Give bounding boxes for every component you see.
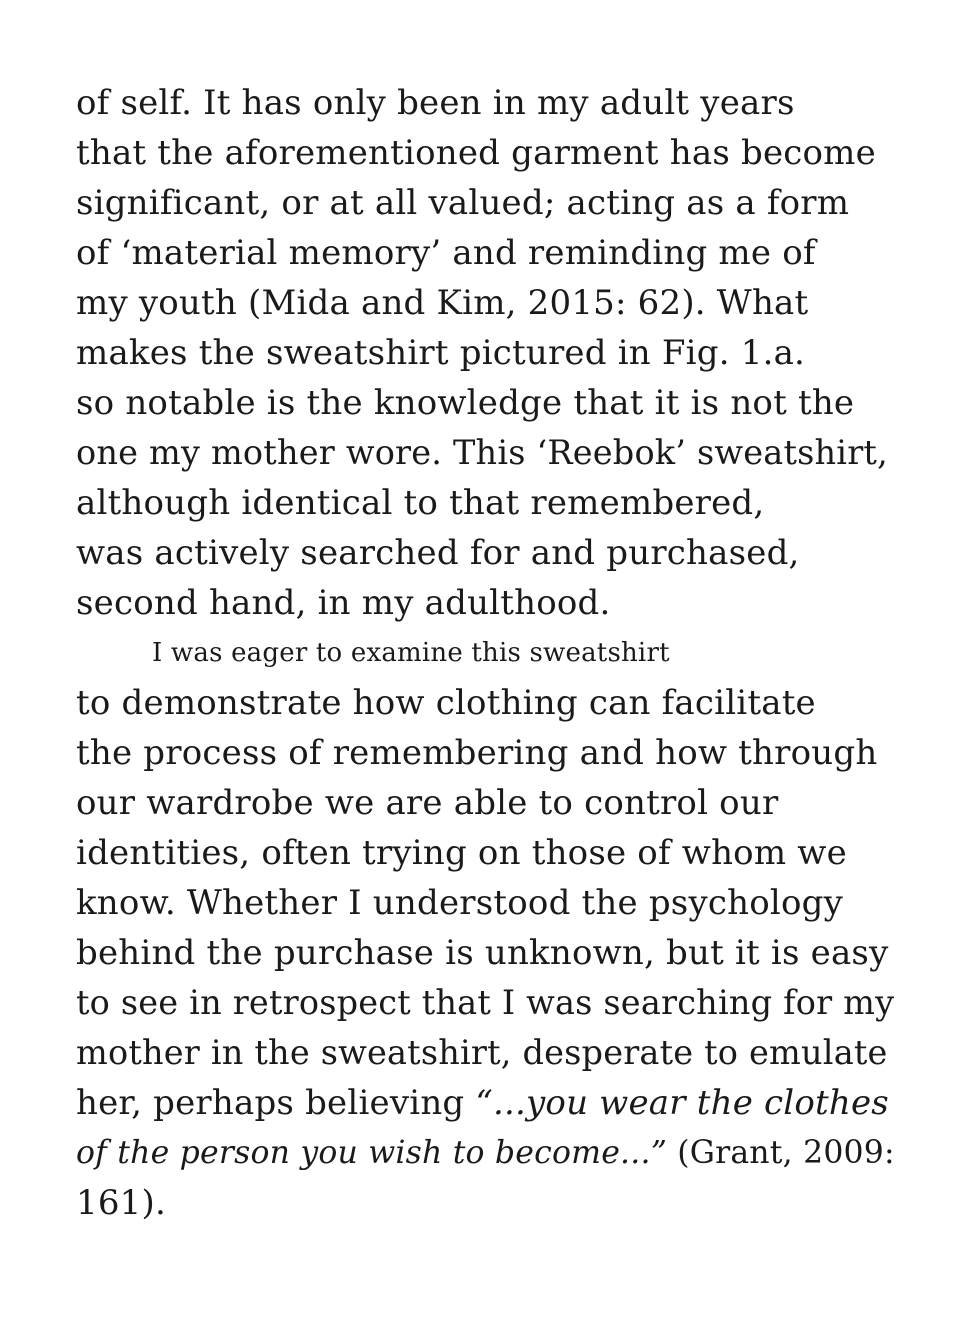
- text-line: second hand, in my adulthood.: [76, 583, 611, 623]
- quote-line-1: [76, 1078, 896, 1128]
- text-line: the process of remembering and how through: [76, 733, 878, 773]
- text-line: to see in retrospect that I was searching for my: [76, 983, 895, 1022]
- body-text: [76, 78, 896, 1228]
- text-line: identities, often trying on those of whom we: [76, 833, 847, 873]
- text-line: our wardrobe we are able to control our: [76, 783, 779, 823]
- text-line: behind the purchase is unknown, but it is easy: [76, 933, 889, 973]
- text-line: of self. It has only been in my adult years: [76, 83, 795, 123]
- text-line: one my mother wore. This ‘Reebok’ sweatshirt,: [76, 433, 888, 472]
- text-line: know. Whether I understood the psychology: [76, 883, 843, 923]
- text-line: to demonstrate how clothing can facilitate: [76, 683, 816, 723]
- quote-lead-text: her, perhaps believing: [76, 1083, 476, 1123]
- text-line: although identical to that remembered,: [76, 483, 765, 523]
- text-line: was actively searched for and purchased,: [76, 533, 800, 573]
- citation-text: (Grant, 2009:: [667, 1135, 895, 1171]
- quote-line-2: [76, 1128, 896, 1178]
- text-line: that the aforementioned garment has become: [76, 133, 876, 173]
- text-line: my youth (Mida and Kim, 2015: 62). What: [76, 283, 809, 323]
- quote-text: of the person you wish to become...”: [76, 1135, 667, 1171]
- text-line: significant, or at all valued; acting as a form: [76, 183, 850, 223]
- text-line: so notable is the knowledge that it is not the: [76, 383, 855, 423]
- text-line: mother in the sweatshirt, desperate to emulate: [76, 1033, 888, 1072]
- text-line: 161).: [76, 1183, 166, 1223]
- paragraph-2: [76, 628, 896, 1228]
- paragraph-1: [76, 78, 896, 628]
- text-line-indented: I was eager to examine this sweatshirt: [152, 638, 670, 668]
- text-line: of ‘material memory’ and reminding me of: [76, 233, 816, 273]
- text-line: makes the sweatshirt pictured in Fig. 1.a.: [76, 333, 806, 373]
- quote-text: “...you wear the clothes: [475, 1083, 889, 1123]
